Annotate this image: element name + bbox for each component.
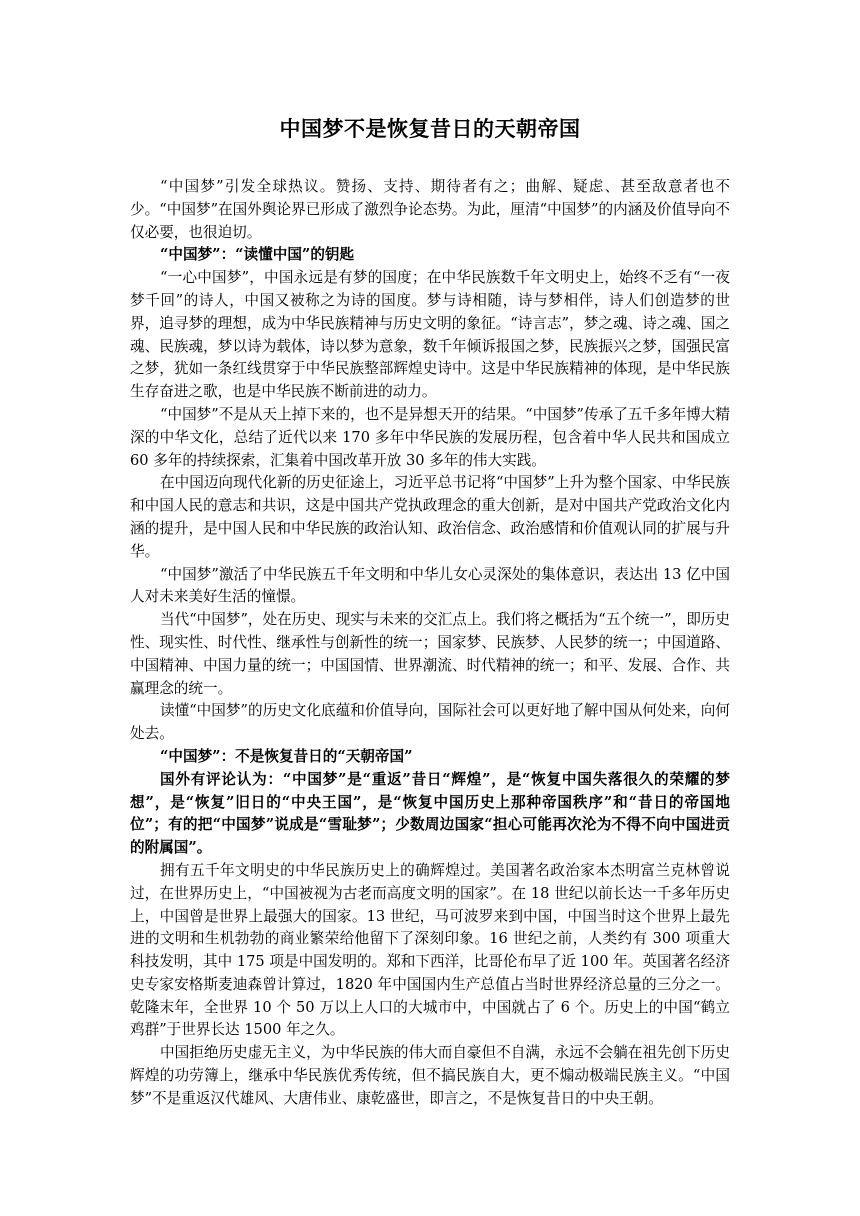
document-page bbox=[130, 112, 730, 1111]
paragraph: “一心中国梦”，中国永远是有梦的国度；在中华民族数千年文明史上，始终不乏有“一夜梦千回”的诗人，中国又被称之为诗的国度。梦与诗相随，诗与梦相伴，诗人们创造梦的世界，追寻梦的理想，成为中华民族精神与历史文明的象征。“诗言志”，梦之魂、诗之魂、国之魂、民族魂，梦以诗为载体，诗以梦为意象，数千年倾诉报国之梦，民族振兴之梦，国强民富之梦，犹如一条红线贯穿于中华民族整部辉煌史诗中。这是中华民族精神的体现，是中华民族生存奋进之歌，也是中华民族不断前进的动力。 bbox=[130, 269, 730, 401]
section-heading-not-empire: “中国梦”：不是恢复昔日的“天朝帝国” bbox=[160, 747, 413, 765]
paragraph-intro: “中国梦”引发全球热议。赞扬、支持、期待者有之；曲解、疑虑、甚至敌意者也不少。“中国梦”在国外舆论界已形成了激烈争论态势。为此，厘清“中国梦”的内涵及价值导向不仅必要，也很迫切。 bbox=[130, 178, 730, 241]
paragraph: “中国梦”激活了中华民族五千年文明和中华儿女心灵深处的集体意识，表达出 13 亿中国人对未来美好生活的憧憬。 bbox=[130, 565, 730, 606]
paragraph: 读懂“中国梦”的历史文化底蕴和价值导向，国际社会可以更好地了解中国从何处来，向何处去。 bbox=[130, 702, 730, 743]
paragraph-bold-quote: 国外有评论认为：“中国梦”是“重返”昔日“辉煌”，是“恢复中国失落很久的荣耀的梦想”，是“恢复”旧日的“中央王国”，是“恢复中国历史上那种帝国秩序”和“昔日的帝国地位”；有的把“中国梦”说成是“雪耻梦”；少数周边国家“担心可能再次沦为不得不向中国进贡的附属国”。 bbox=[130, 770, 730, 857]
paragraph: 在中国迈向现代化新的历史征途上，习近平总书记将“中国梦”上升为整个国家、中华民族和中国人民的意志和共识，这是中国共产党执政理念的重大创新，是对中国共产党政治文化内涵的提升，是中国人民和中华民族的政治认知、政治信念、政治感情和价值观认同的扩展与升华。 bbox=[130, 474, 730, 560]
document-title: 中国梦不是恢复昔日的天朝帝国 bbox=[279, 117, 581, 141]
paragraph: 当代“中国梦”，处在历史、现实与未来的交汇点上。我们将之概括为“五个统一”，即历史性、现实性、时代性、继承性与创新性的统一；国家梦、民族梦、人民梦的统一；中国道路、中国精神、中国力量的统一；中国国情、世界潮流、时代精神的统一；和平、发展、合作、共赢理念的统一。 bbox=[130, 611, 730, 697]
section-heading-key: “中国梦”：“读懂中国”的钥匙 bbox=[160, 246, 355, 264]
document-body bbox=[130, 176, 730, 1111]
paragraph: “中国梦”不是从天上掉下来的，也不是异想天开的结果。“中国梦”传承了五千多年博大精深的中华文化，总结了近代以来 170 多年中华民族的发展历程，包含着中华人民共和国成立 60 多年的持续探索，汇集着中国改革开放 30 多年的伟大实践。 bbox=[130, 405, 730, 469]
paragraph: 中国拒绝历史虚无主义，为中华民族的伟大而自豪但不自满，永远不会躺在祖先创下历史辉煌的功劳簿上，继承中华民族优秀传统，但不搞民族自大，更不煽动极端民族主义。“中国梦”不是重返汉代雄风、大唐伟业、康乾盛世，即言之，不是恢复昔日的中央王朝。 bbox=[130, 1044, 730, 1107]
paragraph: 拥有五千年文明史的中华民族历史上的确辉煌过。美国著名政治家本杰明富兰克林曾说过，在世界历史上，“中国被视为古老而高度文明的国家”。在 18 世纪以前长达一千多年历史上，中国曾是世界上最强大的国家。13 世纪，马可波罗来到中国，中国当时这个世界上最先进的文明和生机勃勃的商业繁荣给他留下了深刻印象。16 世纪之前，人类约有 300 项重大科技发明，其中 175 项是中国发明的。郑和下西洋，比哥伦布早了近 100 年。英国著名经济史专家安格斯麦迪森曾计算过，1820 年中国国内生产总值占当时世界经济总量的三分之一。乾隆末年，全世界 10 个 50 万以上人口的大城市中，中国就占了 6 个。历史上的中国“鹤立鸡群”于世界长达 1500 年之久。 bbox=[130, 861, 730, 1039]
